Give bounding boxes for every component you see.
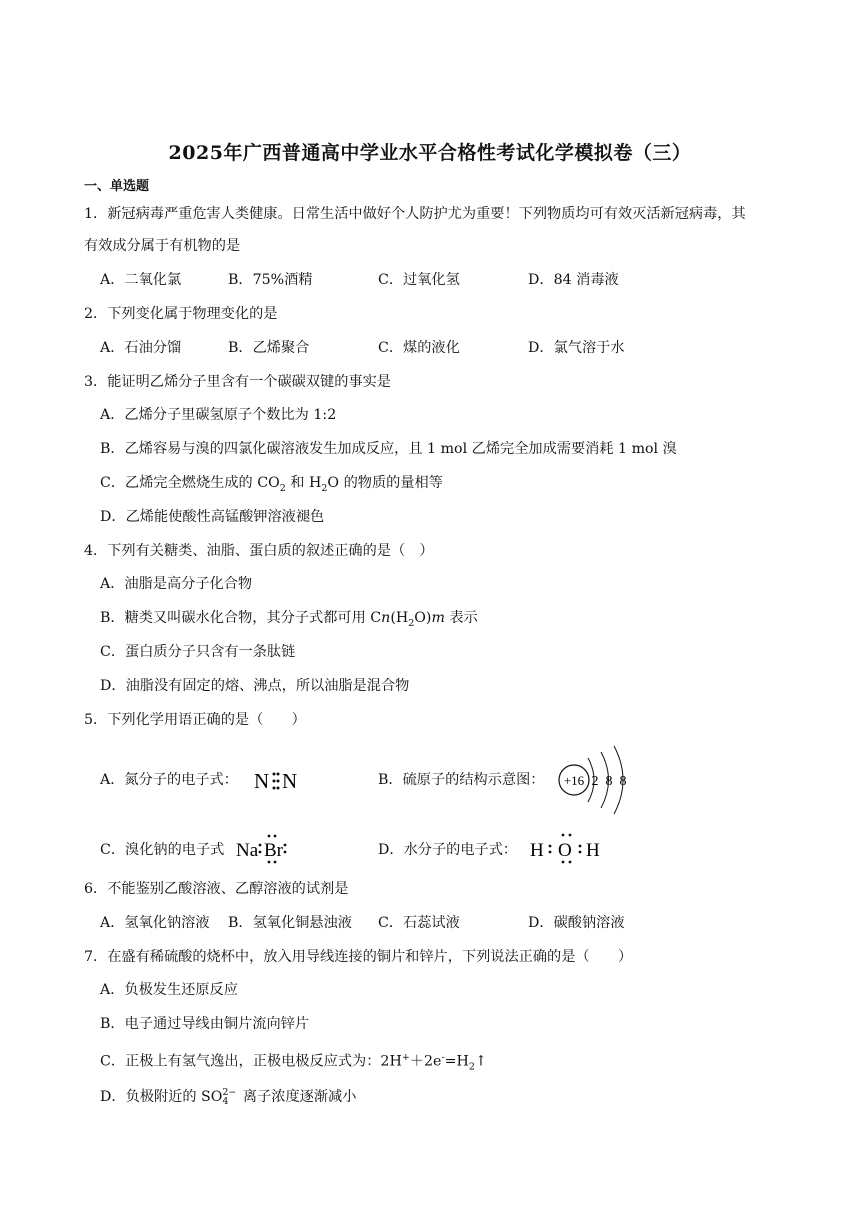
- question-3-option-b: B．乙烯容易与溴的四氯化碳溶液发生加成反应，且 1 mol 乙烯完全加成需要消耗 1 mol 溴: [100, 441, 677, 457]
- question-4-option-d: D．油脂没有固定的熔、沸点，所以油脂是混合物: [100, 678, 410, 694]
- question-3-option-a: A．乙烯分子里碳氢原子个数比为 1:2: [100, 407, 337, 423]
- question-2-option-d: D．氯气溶于水: [528, 340, 625, 356]
- question-6-option-a: A．氢氧化钠溶液: [100, 915, 210, 931]
- question-6-option-d: D．碳酸钠溶液: [528, 915, 625, 931]
- nitrogen-lewis-structure: [252, 764, 304, 796]
- nitrogen-left-symbol: N: [254, 769, 270, 793]
- question-2-option-a: A．石油分馏: [100, 340, 182, 356]
- question-1-option-d: D．84 消毒液: [528, 272, 619, 288]
- hydrogen-right-symbol: H: [586, 840, 600, 861]
- shell-2-count: 8: [605, 774, 613, 789]
- shell-3-count: 8: [619, 774, 627, 789]
- bromine-symbol: Br: [264, 840, 283, 861]
- question-6-option-c: C．石蕊试液: [378, 915, 460, 931]
- question-3-option-c: C．乙烯完全燃烧生成的 $CO_2$ 和 $H_2O$ 的物质的量相等: [100, 475, 443, 494]
- nitrogen-right-symbol: N: [282, 769, 298, 793]
- water-lewis-structure: [528, 830, 608, 866]
- question-7-stem: 7．在盛有稀硫酸的烧杯中，放入用导线连接的铜片和锌片，下列说法正确的是（ ）: [84, 949, 633, 965]
- question-7-option-c: C．正极上有氢气逸出，正极电极反应式为：$2H^++2e^-=H_2↑$: [100, 1052, 487, 1073]
- hydrogen-left-symbol: H: [530, 840, 544, 861]
- question-1-option-c: C．过氧化氢: [378, 272, 460, 288]
- question-5-option-c: C．溴化钠的电子式: [100, 842, 225, 858]
- question-4-option-b: B．糖类又叫碳水化合物，其分子式都可用 $Cn(H_2O)m$ 表示: [100, 610, 478, 629]
- shell-1-count: 2: [591, 774, 599, 789]
- question-1-stem-line1: 1．新冠病毒严重危害人类健康。日常生活中做好个人防护尤为重要！下列物质均可有效灭活新冠病毒，其: [84, 206, 746, 222]
- question-5-option-b: B．硫原子的结构示意图：: [378, 772, 545, 788]
- question-5-option-a: A．氮分子的电子式：: [100, 772, 238, 788]
- question-7-option-a: A．负极发生还原反应: [100, 982, 238, 998]
- question-5-option-d: D．水分子的电子式：: [378, 842, 518, 858]
- page-title: 2025年广西普通高中学业水平合格性考试化学模拟卷（三）: [168, 142, 692, 164]
- question-1-option-b: B．75%酒精: [228, 272, 313, 288]
- question-4-option-a: A．油脂是高分子化合物: [100, 576, 253, 592]
- nucleus-charge: +16: [563, 773, 585, 788]
- question-4-option-c: C．蛋白质分子只含有一条肽链: [100, 644, 296, 660]
- question-2-stem: 2．下列变化属于物理变化的是: [84, 306, 278, 322]
- oxygen-symbol: O: [558, 840, 572, 861]
- sulfur-atom-diagram: [554, 744, 638, 816]
- question-2-option-c: C．煤的液化: [378, 340, 460, 356]
- question-6-stem: 6．不能鉴别乙酸溶液、乙醇溶液的试剂是: [84, 881, 349, 897]
- question-5-stem: 5．下列化学用语正确的是（ ）: [84, 712, 306, 728]
- question-2-option-b: B．乙烯聚合: [228, 340, 310, 356]
- question-3-option-d: D．乙烯能使酸性高锰酸钾溶液褪色: [100, 509, 325, 525]
- question-4-stem: 4．下列有关糖类、油脂、蛋白质的叙述正确的是（ ）: [84, 543, 434, 559]
- question-1-stem-line2: 有效成分属于有机物的是: [84, 238, 241, 254]
- sodium-symbol: Na: [236, 840, 259, 861]
- question-3-stem: 3．能证明乙烯分子里含有一个碳碳双键的事实是: [84, 374, 391, 390]
- question-7-option-b: B．电子通过导线由铜片流向锌片: [100, 1016, 310, 1032]
- question-6-option-b: B．氢氧化铜悬浊液: [228, 915, 352, 931]
- section-heading: 一、单选题: [84, 179, 150, 194]
- question-7-option-d: D．负极附近的 SO 2− 4 离子浓度逐渐减小: [100, 1087, 357, 1107]
- question-1-option-a: A．二氧化氯: [100, 272, 182, 288]
- sodium-bromide-lewis-structure: [234, 832, 294, 866]
